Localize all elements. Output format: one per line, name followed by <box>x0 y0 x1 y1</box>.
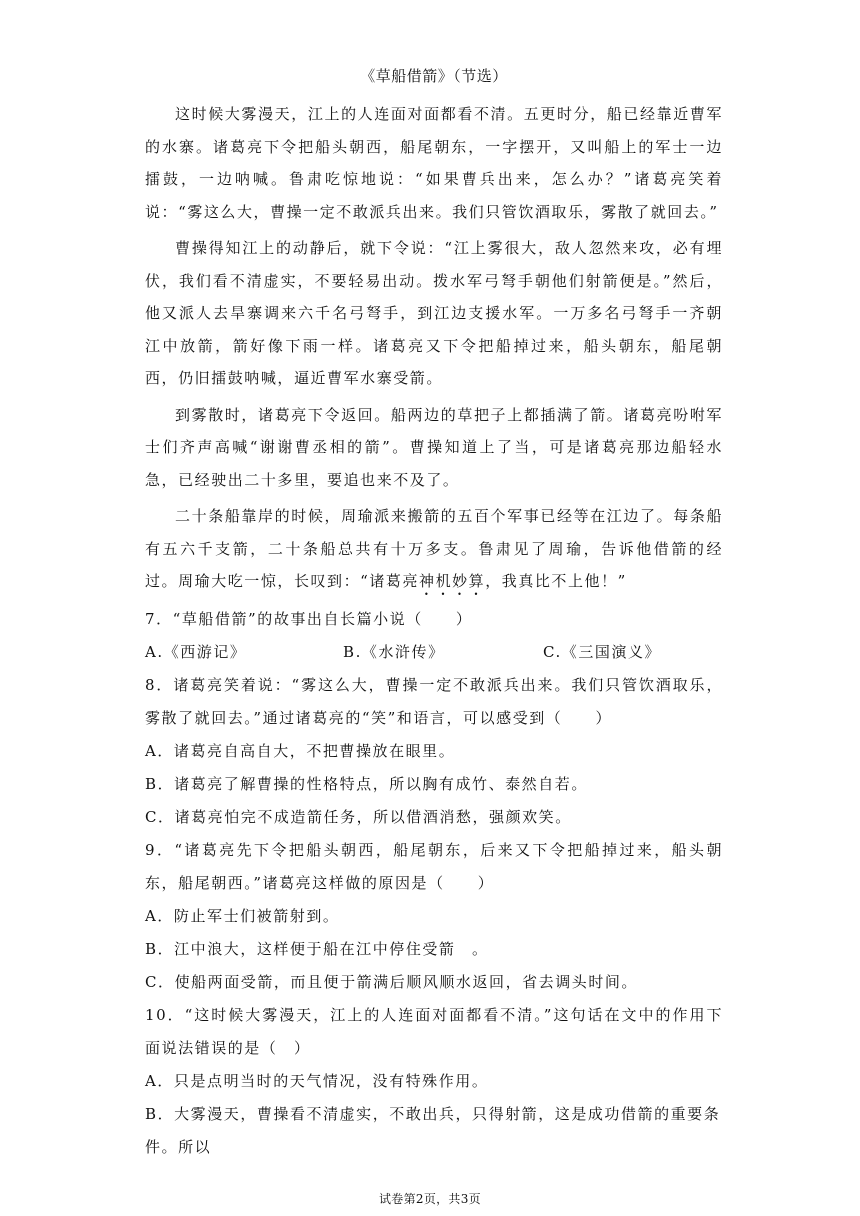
question-7-stem: 7．“草船借箭”的故事出自长篇小说（ ） <box>145 610 473 628</box>
question-8-option-c: C．诸葛亮怕完不成造箭任务，所以借酒消愁，强颜欢笑。 <box>145 808 572 826</box>
passage-paragraph-4 <box>145 500 723 599</box>
page-footer: 试卷第2页，共3页 <box>379 1192 481 1206</box>
question-7-option-b: B.《水浒传》 <box>343 643 445 661</box>
passage-title: 《草船借箭》（节选） <box>360 67 508 85</box>
question-9-option-b: B．江中浪大，这样便于船在江中停住受箭 。 <box>145 940 489 958</box>
question-10 <box>145 999 723 1164</box>
question-9 <box>145 834 723 999</box>
paragraph-4-text-after: ，我真比不上他！” <box>485 572 627 590</box>
question-9-stem: 9．“诸葛亮先下令把船头朝西，船尾朝东，后来又下令把船掉过来，船头朝东，船尾朝西。”诸葛亮这样做的原因是（ ） <box>145 841 723 892</box>
question-9-option-c: C．使船两面受箭，而且便于箭满后顺风顺水返回，省去调头时间。 <box>145 973 638 991</box>
question-8-option-b: B．诸葛亮了解曹操的性格特点，所以胸有成竹、泰然自若。 <box>145 775 588 793</box>
exam-page <box>145 62 723 1164</box>
question-9-option-a: A．防止军士们被箭射到。 <box>145 907 340 925</box>
question-8-stem: 8．诸葛亮笑着说：“雾这么大，曹操一定不敢派兵出来。我们只管饮酒取乐，雾散了就回去。”通过诸葛亮的“笑”和语言，可以感受到（ ） <box>145 676 723 727</box>
question-8 <box>145 669 723 834</box>
passage-paragraph-3: 到雾散时，诸葛亮下令返回。船两边的草把子上都插满了箭。诸葛亮吩咐军士们齐声高喊“谢谢曹丞相的箭”。曹操知道上了当，可是诸葛亮那边船轻水急，已经驶出二十多里，要追也来不及了。 <box>145 405 723 489</box>
emphasized-phrase: 神机妙算 <box>419 572 486 590</box>
question-8-option-a: A．诸葛亮自高自大，不把曹操放在眼里。 <box>145 742 456 760</box>
question-7-option-a: A.《西游记》 <box>145 643 247 661</box>
paragraph-4-text-before: 二十条船靠岸的时候，周瑜派来搬箭的五百个军事已经等在江边了。每条船有五六千支箭，二十条船总共有十万多支。鲁肃见了周瑜，告诉他借箭的经过。周瑜大吃一惊，长叹到：“诸葛亮 <box>145 507 723 590</box>
question-10-option-b: B．大雾漫天，曹操看不清虚实，不敢出兵，只得射箭，这是成功借箭的重要条件。所以 <box>145 1105 721 1156</box>
question-7 <box>145 603 723 669</box>
passage-paragraph-1: 这时候大雾漫天，江上的人连面对面都看不清。五更时分，船已经靠近曹军的水寨。诸葛亮下令把船头朝西，船尾朝东，一字摆开，又叫船上的军士一边擂鼓，一边呐喊。鲁肃吃惊地说：“如果曹兵出来，怎么办？”诸葛亮笑着说：“雾这么大，曹操一定不敢派兵出来。我们只管饮酒取乐，雾散了就回去。” <box>145 105 723 221</box>
question-10-option-a: A．只是点明当时的天气情况，没有特殊作用。 <box>145 1072 489 1090</box>
question-10-stem: 10．“这时候大雾漫天，江上的人连面对面都看不清。”这句话在文中的作用下面说法错误的是（ ） <box>145 1006 723 1057</box>
question-7-option-c: C.《三国演义》 <box>543 643 662 661</box>
question-7-options <box>145 636 723 669</box>
passage-paragraph-2: 曹操得知江上的动静后，就下令说：“江上雾很大，敌人忽然来攻，必有埋伏，我们看不清虚实，不要轻易出动。拨水军弓弩手朝他们射箭便是。”然后，他又派人去旱寨调来六千名弓弩手，到江边支援水军。一万多名弓弩手一齐朝江中放箭，箭好像下雨一样。诸葛亮又下令把船掉过来，船头朝东，船尾朝西，仍旧擂鼓呐喊，逼近曹军水寨受箭。 <box>145 239 723 387</box>
